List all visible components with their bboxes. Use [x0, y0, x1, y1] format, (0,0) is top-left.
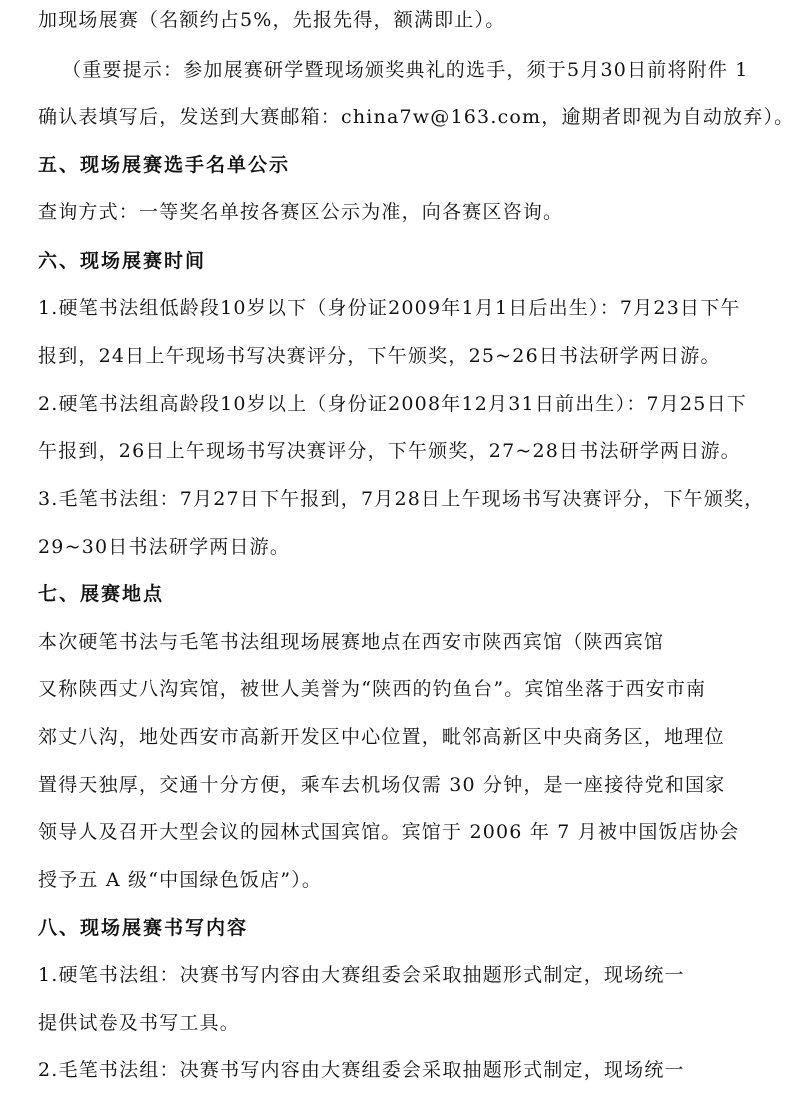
notice-line: （重要提示：参加展赛研学暨现场颁奖典礼的选手，须于5月30日前将附件 1	[62, 59, 749, 81]
text-line: 本次硬笔书法与毛笔书法组现场展赛地点在西安市陕西宾馆（陕西宾馆	[38, 631, 665, 653]
text-line: 2.毛笔书法组：决赛书写内容由大赛组委会采取抽题形式制定，现场统一	[38, 1059, 685, 1081]
text-line: 29~30日书法研学两日游。	[38, 536, 291, 558]
text-line: 加现场展赛（名额约占5%，先报先得，额满即止）。	[38, 9, 506, 31]
section-heading-7: 七、展赛地点	[38, 583, 165, 605]
text-line: 领导人及召开大型会议的园林式国宾馆。宾馆于 2006 年 7 月被中国饭店协会	[38, 821, 740, 843]
section-heading-8: 八、现场展赛书写内容	[38, 917, 249, 939]
section-heading-5: 五、现场展赛选手名单公示	[38, 154, 291, 176]
text-line: 1.硬笔书法组：决赛书写内容由大赛组委会采取抽题形式制定，现场统一	[38, 964, 685, 986]
notice-line: 确认表填写后，发送到大赛邮箱：china7w@163.com，逾期者即视为自动放弃）。	[38, 106, 795, 128]
text-line: 1.硬笔书法组低龄段10岁以下（身份证2009年1月1日后出生）：7月23日下午	[38, 297, 741, 319]
text-line: 置得天独厚，交通十分方便，乘车去机场仅需 30 分钟，是一座接待党和国家	[38, 774, 726, 796]
text-line: 2.硬笔书法组高龄段10岁以上（身份证2008年12月31日前出生）：7月25日下	[38, 393, 747, 415]
text-line: 午报到，26日上午现场书写决赛评分，下午颁奖，27~28日书法研学两日游。	[38, 440, 741, 462]
text-line: 又称陕西丈八沟宾馆，被世人美誉为“陕西的钓鱼台”。宾馆坐落于西安市南	[38, 678, 707, 700]
text-line: 报到，24日上午现场书写决赛评分，下午颁奖，25~26日书法研学两日游。	[38, 345, 721, 367]
text-line: 查询方式：一等奖名单按各赛区公示为准，向各赛区咨询。	[38, 201, 564, 223]
text-line: 郊丈八沟，地处西安市高新开发区中心位置，毗邻高新区中央商务区，地理位	[38, 726, 725, 748]
section-heading-6: 六、现场展赛时间	[38, 250, 207, 272]
text-line: 授予五 A 级“中国绿色饭店”）。	[38, 869, 323, 891]
text-line: 提供试卷及书写工具。	[38, 1012, 241, 1034]
text-line: 3.毛笔书法组：7月27日下午报到，7月28日上午现场书写决赛评分，下午颁奖，	[38, 488, 765, 510]
